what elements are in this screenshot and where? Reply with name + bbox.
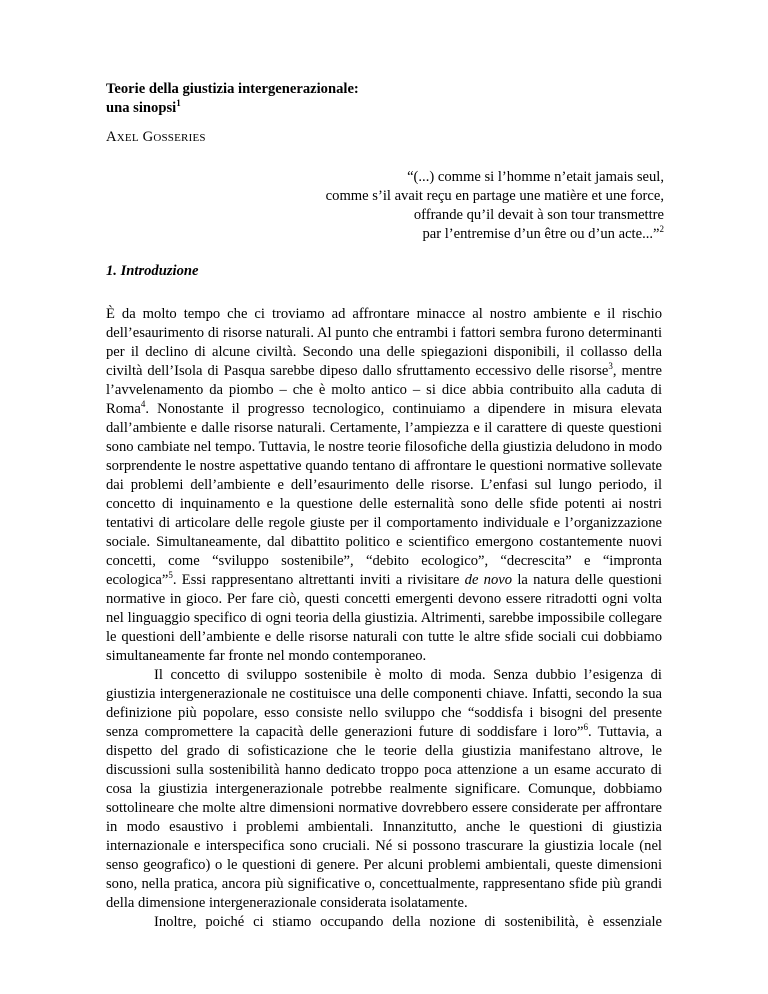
paragraph-1-text-d: . Essi rappresentano altrettanti inviti a rivisitare bbox=[172, 572, 465, 588]
author-first-rest: XEL bbox=[116, 132, 139, 144]
author-last-rest: OSSERIES bbox=[153, 132, 206, 144]
epigraph-line-4-text: par l’entremise d’un être ou d’un acte...” bbox=[422, 226, 660, 242]
epigraph-quote bbox=[244, 168, 664, 244]
footnote-ref-4[interactable]: 4 bbox=[140, 399, 146, 410]
title-footnote-ref[interactable]: 1 bbox=[176, 98, 181, 109]
author-last-initial: G bbox=[142, 129, 154, 145]
footnote-ref-5[interactable]: 5 bbox=[168, 570, 173, 581]
title-line-2 bbox=[106, 99, 359, 118]
footnote-ref-6[interactable]: 6 bbox=[583, 722, 589, 733]
epigraph-line-1: “(...) comme si l’homme n’etait jamais seul, bbox=[407, 169, 664, 185]
epigraph-line-4 bbox=[244, 225, 664, 244]
epigraph-line-3: offrande qu’il devait à son tour transmettre bbox=[413, 207, 664, 223]
paragraph-1-italic: de novo bbox=[464, 572, 513, 588]
title-line-2-text: una sinopsi bbox=[106, 100, 177, 116]
paragraph-2-text-a: Il concetto di sviluppo sostenibile è molto di moda. Senza dubbio l’esigenza di giustizia intergenerazionale ne costituisce una delle componenti chiave. Infatti, secondo la sua definizione più popolare, esso consiste nello sviluppo che “soddisfa i bisogni del presente senza compromettere la capacità delle generazioni future di soddisfare i loro” bbox=[106, 667, 662, 740]
document-title bbox=[106, 80, 359, 118]
paragraph-2-text-b: . Tuttavia, a dispetto del grado di sofisticazione che le teorie della giustizia manifestano altrove, le discussioni sulla sostenibilità hanno dedicato troppo poca attenzione a un esame accurato di cosa la giustizia intergenerazionale potrebbe realmente significare. Comunque, dobbiamo sottolineare che molte altre dimensioni normative dovrebbero essere considerate per affrontare in modo esaustivo i problemi ambientali. Innanzitutto, anche le questioni di giustizia internazionale e interspecifica sono cruciali. Né si possono trascurare la giustizia locale (nel senso geografico) o le questioni di genere. Per alcuni problemi ambientali, queste dimensioni sono, nella pratica, ancora più significative o, concettualmente, rappresentano sfide più grandi della dimensione intergenerazionale considerata isolatamente. bbox=[106, 724, 662, 911]
title-line-1: Teorie della giustizia intergenerazionale: bbox=[106, 81, 359, 97]
paragraph-1-text-c: . Nonostante il progresso tecnologico, continuiamo a dipendere in misura elevata dall’ambiente e dalle risorse naturali. Certamente, l’ampiezza e il carattere di queste questioni sono cambiate nel tempo. Tuttavia, le nostre teorie filosofiche della giustizia deludono in modo sorprendente le nostre aspettative quando tentano di affrontare le questioni normative sollevate dai problemi dell’ambiente e dell’esaurimento delle risorse. L’enfasi sul lungo periodo, il concetto di inquinamento e la questione delle esternalità sono delle sfide potenti ai nostri tentativi di articolare delle regole giuste per il comportamento individuale e l’organizzazione sociale. Simultaneamente, dal dibattito politico e scientifico emergono costantemente nuovi concetti, come “sviluppo sostenibile”, “debito ecologico”, “decrescita” e “impronta ecologica” bbox=[106, 401, 662, 588]
author-first-initial: A bbox=[106, 129, 117, 145]
paragraph-1 bbox=[106, 305, 662, 666]
author-name bbox=[106, 128, 206, 148]
paragraph-3: Inoltre, poiché ci stiamo occupando della nozione di sostenibilità, è essenziale bbox=[154, 914, 662, 930]
epigraph-line-2: comme s’il avait reçu en partage une matière et une force, bbox=[325, 188, 664, 204]
epigraph-footnote-ref[interactable]: 2 bbox=[659, 224, 664, 235]
paragraph-1-text-a: È da molto tempo che ci troviamo ad affrontare minacce al nostro ambiente e il rischio dell’esaurimento di risorse naturali. Al punto che entrambi i fattori sembra furono determinanti per il declino di alcune civiltà. Secondo una delle spiegazioni disponibili, il collasso della civiltà dell’Isola di Pasqua sarebbe dipeso dallo sfruttamento eccessivo delle risorse bbox=[106, 306, 662, 379]
paragraph-1-text-b: , mentre l’avvelenamento da piombo – che è molto antico – si dice abbia contribuito alla caduta di Roma bbox=[106, 363, 662, 417]
body-text bbox=[106, 305, 662, 932]
paragraph-1-text-e: la natura delle questioni normative in gioco. Per fare ciò, questi concetti emergenti devono essere ritradotti ogni volta nel linguaggio specifico di ogni teoria della giustizia. Altrimenti, sarebbe impossibile collegare le questioni dell’ambiente e delle risorse naturali con tutte le altre sfide sociali cui dobbiamo simultaneamente far fronte nel mondo contemporaneo. bbox=[106, 572, 662, 664]
paragraph-2 bbox=[106, 666, 662, 913]
section-heading: 1. Introduzione bbox=[106, 263, 199, 279]
footnote-ref-3[interactable]: 3 bbox=[608, 361, 613, 372]
